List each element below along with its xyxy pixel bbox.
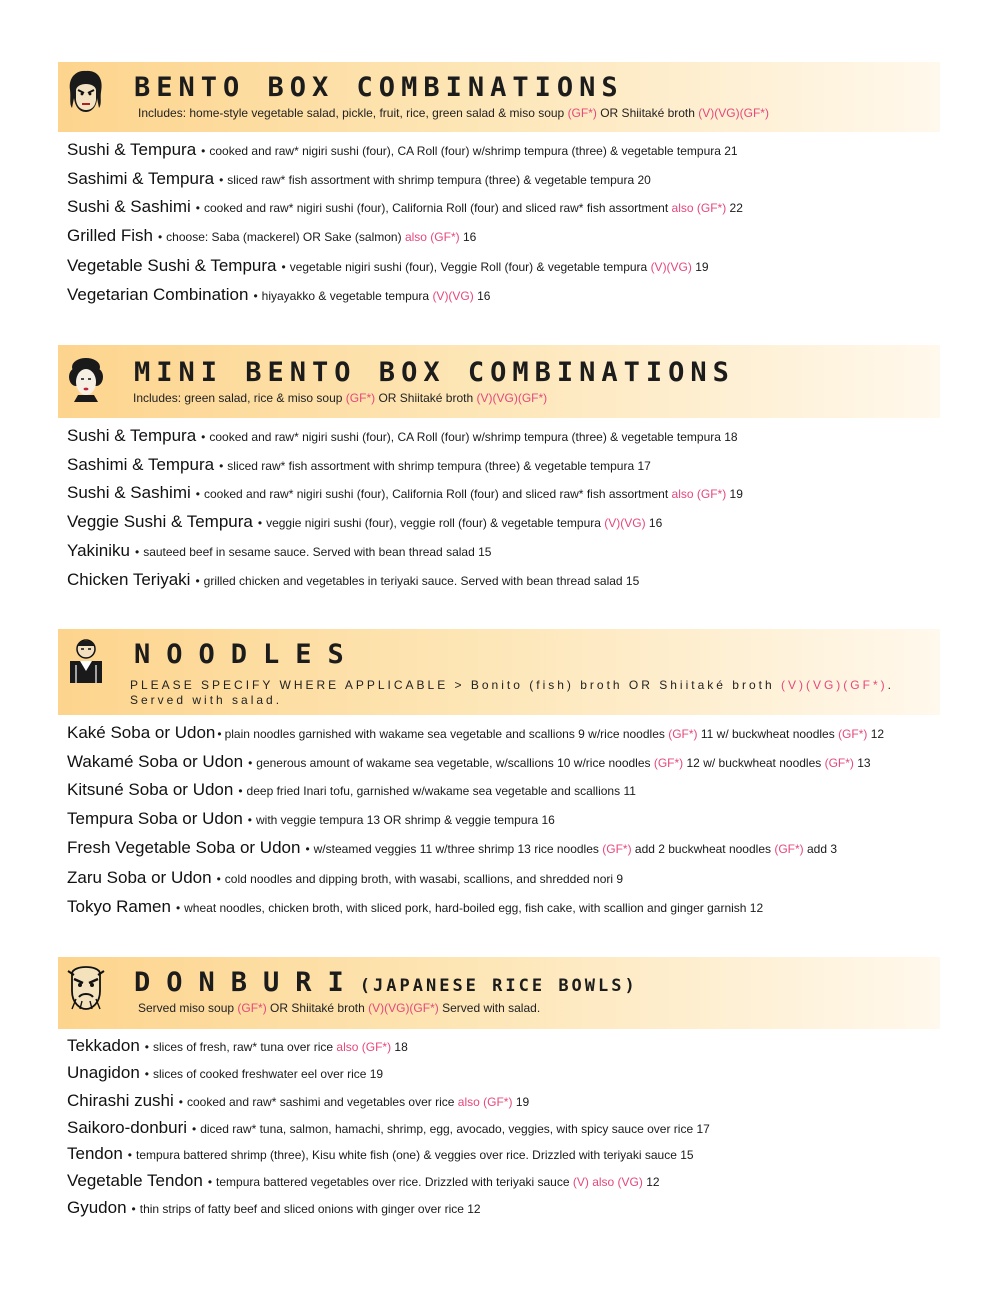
mini-bento-title: MINI BENTO BOX COMBINATIONS: [134, 357, 735, 388]
item-name: Zaru Soba or Udon: [67, 868, 212, 887]
menu-item: Gyudon • thin strips of fatty beef and sliced onions with ginger over rice 12: [67, 1198, 481, 1217]
geisha-face-icon: [64, 355, 108, 403]
item-desc: plain noodles garnished with wakame sea vegetable and scallions 9 w/rice noodles (GF*) 11 w/ buckwheat noodles (GF*) 12: [224, 727, 885, 741]
item-name: Fresh Vegetable Soba or Udon: [67, 838, 301, 857]
item-desc: cooked and raw* sashimi and vegetables over rice also (GF*) 19: [186, 1095, 530, 1109]
item-name: Gyudon: [67, 1198, 127, 1217]
item-name: Vegetable Tendon: [67, 1171, 203, 1190]
item-name: Veggie Sushi & Tempura: [67, 512, 253, 531]
bento-includes: Includes: home-style vegetable salad, pickle, fruit, rice, green salad & miso soup (GF*) OR Shiitaké broth (V)(VG)(GF*): [138, 106, 769, 120]
item-desc: thin strips of fatty beef and sliced onions with ginger over rice 12: [139, 1202, 481, 1216]
item-name: Sushi & Sashimi: [67, 483, 191, 502]
item-desc: tempura battered vegetables over rice. Drizzled with teriyaki sauce (V) also (VG) 12: [216, 1175, 660, 1189]
item-desc: generous amount of wakame sea vegetable, w/scallions 10 w/rice noodles (GF*) 12 w/ buckwheat noodles (GF*) 13: [256, 756, 871, 770]
item-desc: choose: Saba (mackerel) OR Sake (salmon) also (GF*) 16: [166, 230, 477, 244]
menu-item: Fresh Vegetable Soba or Udon • w/steamed veggies 11 w/three shrimp 13 rice noodles (GF*) add 2 buckwheat noodles (GF*) add 3: [67, 838, 838, 857]
item-desc: wheat noodles, chicken broth, with sliced pork, hard-boiled egg, fish cake, with scallion and ginger garnish 12: [184, 901, 764, 915]
menu-item: Tekkadon • slices of fresh, raw* tuna over rice also (GF*) 18: [67, 1036, 408, 1055]
item-desc: sauteed beef in sesame sauce. Served with bean thread salad 15: [143, 545, 492, 559]
donburi-title: DONBURI(JAPANESE RICE BOWLS): [134, 967, 638, 998]
menu-item: Unagidon • slices of cooked freshwater eel over rice 19: [67, 1063, 384, 1082]
donburi-includes: Served miso soup (GF*) OR Shiitaké broth (V)(VG)(GF*) Served with salad.: [138, 1001, 541, 1015]
noodles-includes: PLEASE SPECIFY WHERE APPLICABLE > Bonito (fish) broth OR Shiitaké broth (V)(VG)(GF*). Served with salad.: [130, 678, 894, 707]
item-name: Unagidon: [67, 1063, 140, 1082]
item-name: Sashimi & Tempura: [67, 455, 215, 474]
item-name: Kitsuné Soba or Udon: [67, 780, 234, 799]
menu-item: Grilled Fish • choose: Saba (mackerel) OR Sake (salmon) also (GF*) 16: [67, 226, 477, 245]
bento-title: BENTO BOX COMBINATIONS: [134, 72, 624, 103]
menu-item: Chirashi zushi • cooked and raw* sashimi and vegetables over rice also (GF*) 19: [67, 1091, 530, 1110]
menu-item: Vegetable Sushi & Tempura • vegetable nigiri sushi (four), Veggie Roll (four) & vegetable tempura (V)(VG) 19: [67, 256, 709, 275]
menu-item: Sushi & Tempura • cooked and raw* nigiri sushi (four), CA Roll (four) w/shrimp tempura (three) & vegetable tempura 18: [67, 426, 738, 445]
item-desc: tempura battered shrimp (three), Kisu white fish (one) & veggies over rice. Drizzled with teriyaki sauce 15: [135, 1148, 694, 1162]
item-desc: sliced raw* fish assortment with shrimp tempura (three) & vegetable tempura 17: [227, 459, 651, 473]
menu-item: Sashimi & Tempura • sliced raw* fish assortment with shrimp tempura (three) & vegetable tempura 17: [67, 455, 651, 474]
item-desc: cold noodles and dipping broth, with wasabi, scallions, and shredded nori 9: [224, 872, 624, 886]
mini-bento-includes: Includes: green salad, rice & miso soup (GF*) OR Shiitaké broth (V)(VG)(GF*): [133, 391, 548, 405]
item-name: Sushi & Sashimi: [67, 197, 191, 216]
menu-item: Sushi & Sashimi • cooked and raw* nigiri sushi (four), California Roll (four) and sliced raw* fish assortment also (GF*) 22: [67, 197, 743, 216]
item-desc: slices of fresh, raw* tuna over rice also (GF*) 18: [152, 1040, 408, 1054]
menu-item: Saikoro-donburi • diced raw* tuna, salmon, hamachi, shrimp, egg, avocado, veggies, with spicy sauce over rice 17: [67, 1118, 710, 1137]
item-desc: grilled chicken and vegetables in teriyaki sauce. Served with bean thread salad 15: [203, 574, 640, 588]
item-desc: cooked and raw* nigiri sushi (four), California Roll (four) and sliced raw* fish assortment also (GF*) 19: [203, 487, 743, 501]
item-name: Tempura Soba or Udon: [67, 809, 243, 828]
item-desc: veggie nigiri sushi (four), veggie roll (four) & vegetable tempura (V)(VG) 16: [266, 516, 663, 530]
menu-item: Veggie Sushi & Tempura • veggie nigiri sushi (four), veggie roll (four) & vegetable tempura (V)(VG) 16: [67, 512, 663, 531]
menu-item: Kitsuné Soba or Udon • deep fried Inari tofu, garnished w/wakame sea vegetable and scallions 11: [67, 780, 636, 799]
mini-bento-banner: [58, 345, 940, 418]
item-desc: with veggie tempura 13 OR shrimp & veggie tempura 16: [255, 813, 555, 827]
menu-item: Kaké Soba or Udon • plain noodles garnished with wakame sea vegetable and scallions 9 w/rice noodles (GF*) 11 w/ buckwheat noodles (GF*) 12: [67, 723, 885, 742]
noodles-section: [58, 629, 940, 715]
donburi-subtitle: (JAPANESE RICE BOWLS): [359, 976, 638, 996]
noodles-banner: [58, 629, 940, 715]
menu-item: Chicken Teriyaki • grilled chicken and vegetables in teriyaki sauce. Served with bean thread salad 15: [67, 570, 640, 589]
samurai-face-icon: [64, 68, 108, 116]
menu-item: Sushi & Tempura • cooked and raw* nigiri sushi (four), CA Roll (four) w/shrimp tempura (three) & vegetable tempura 21: [67, 140, 738, 159]
mini-bento-section: [58, 345, 940, 418]
menu-item: Sushi & Sashimi • cooked and raw* nigiri sushi (four), California Roll (four) and sliced raw* fish assortment also (GF*) 19: [67, 483, 743, 502]
item-name: Tekkadon: [67, 1036, 140, 1055]
item-desc: hiyayakko & vegetable tempura (V)(VG) 16: [261, 289, 491, 303]
menu-item: Vegetable Tendon • tempura battered vegetables over rice. Drizzled with teriyaki sauce (V) also (VG) 12: [67, 1171, 660, 1190]
item-name: Tendon: [67, 1144, 123, 1163]
item-desc: cooked and raw* nigiri sushi (four), CA Roll (four) w/shrimp tempura (three) & vegetable tempura 21: [209, 144, 738, 158]
menu-item: Yakiniku • sauteed beef in sesame sauce. Served with bean thread salad 15: [67, 541, 492, 560]
item-name: Vegetable Sushi & Tempura: [67, 256, 277, 275]
mask-face-icon: [64, 963, 108, 1011]
item-desc: deep fried Inari tofu, garnished w/wakame sea vegetable and scallions 11: [246, 784, 636, 798]
item-desc: sliced raw* fish assortment with shrimp tempura (three) & vegetable tempura 20: [227, 173, 651, 187]
menu-item: Sashimi & Tempura • sliced raw* fish assortment with shrimp tempura (three) & vegetable tempura 20: [67, 169, 651, 188]
item-name: Chirashi zushi: [67, 1091, 174, 1110]
item-name: Kaké Soba or Udon: [67, 723, 216, 742]
item-desc: slices of cooked freshwater eel over rice 19: [152, 1067, 384, 1081]
chef-figure-icon: [66, 637, 110, 685]
bento-section: [58, 62, 940, 132]
menu-item: Vegetarian Combination • hiyayakko & vegetable tempura (V)(VG) 16: [67, 285, 491, 304]
item-desc: vegetable nigiri sushi (four), Veggie Roll (four) & vegetable tempura (V)(VG) 19: [289, 260, 709, 274]
item-desc: w/steamed veggies 11 w/three shrimp 13 rice noodles (GF*) add 2 buckwheat noodles (GF*) add 3: [313, 842, 838, 856]
item-name: Chicken Teriyaki: [67, 570, 191, 589]
donburi-section: [58, 957, 940, 1029]
item-name: Sushi & Tempura: [67, 140, 197, 159]
item-name: Grilled Fish: [67, 226, 153, 245]
menu-item: Wakamé Soba or Udon • generous amount of wakame sea vegetable, w/scallions 10 w/rice noodles (GF*) 12 w/ buckwheat noodles (GF*) 13: [67, 752, 871, 771]
item-name: Tokyo Ramen: [67, 897, 171, 916]
menu-item: Tempura Soba or Udon • with veggie tempura 13 OR shrimp & veggie tempura 16: [67, 809, 555, 828]
item-name: Sashimi & Tempura: [67, 169, 215, 188]
item-desc: cooked and raw* nigiri sushi (four), California Roll (four) and sliced raw* fish assortment also (GF*) 22: [203, 201, 743, 215]
item-name: Sushi & Tempura: [67, 426, 197, 445]
item-name: Yakiniku: [67, 541, 130, 560]
item-name: Vegetarian Combination: [67, 285, 249, 304]
menu-item: Zaru Soba or Udon • cold noodles and dipping broth, with wasabi, scallions, and shredded nori 9: [67, 868, 624, 887]
menu-item: Tokyo Ramen • wheat noodles, chicken broth, with sliced pork, hard-boiled egg, fish cake, with scallion and ginger garnish 12: [67, 897, 764, 916]
item-name: Saikoro-donburi: [67, 1118, 188, 1137]
item-desc: diced raw* tuna, salmon, hamachi, shrimp, egg, avocado, veggies, with spicy sauce over rice 17: [200, 1122, 710, 1136]
bento-banner: [58, 62, 940, 132]
donburi-banner: [58, 957, 940, 1029]
item-desc: cooked and raw* nigiri sushi (four), CA Roll (four) w/shrimp tempura (three) & vegetable tempura 18: [209, 430, 738, 444]
noodles-title: NOODLES: [134, 639, 360, 670]
menu-item: Tendon • tempura battered shrimp (three), Kisu white fish (one) & veggies over rice. Drizzled with teriyaki sauce 15: [67, 1144, 694, 1163]
item-name: Wakamé Soba or Udon: [67, 752, 244, 771]
